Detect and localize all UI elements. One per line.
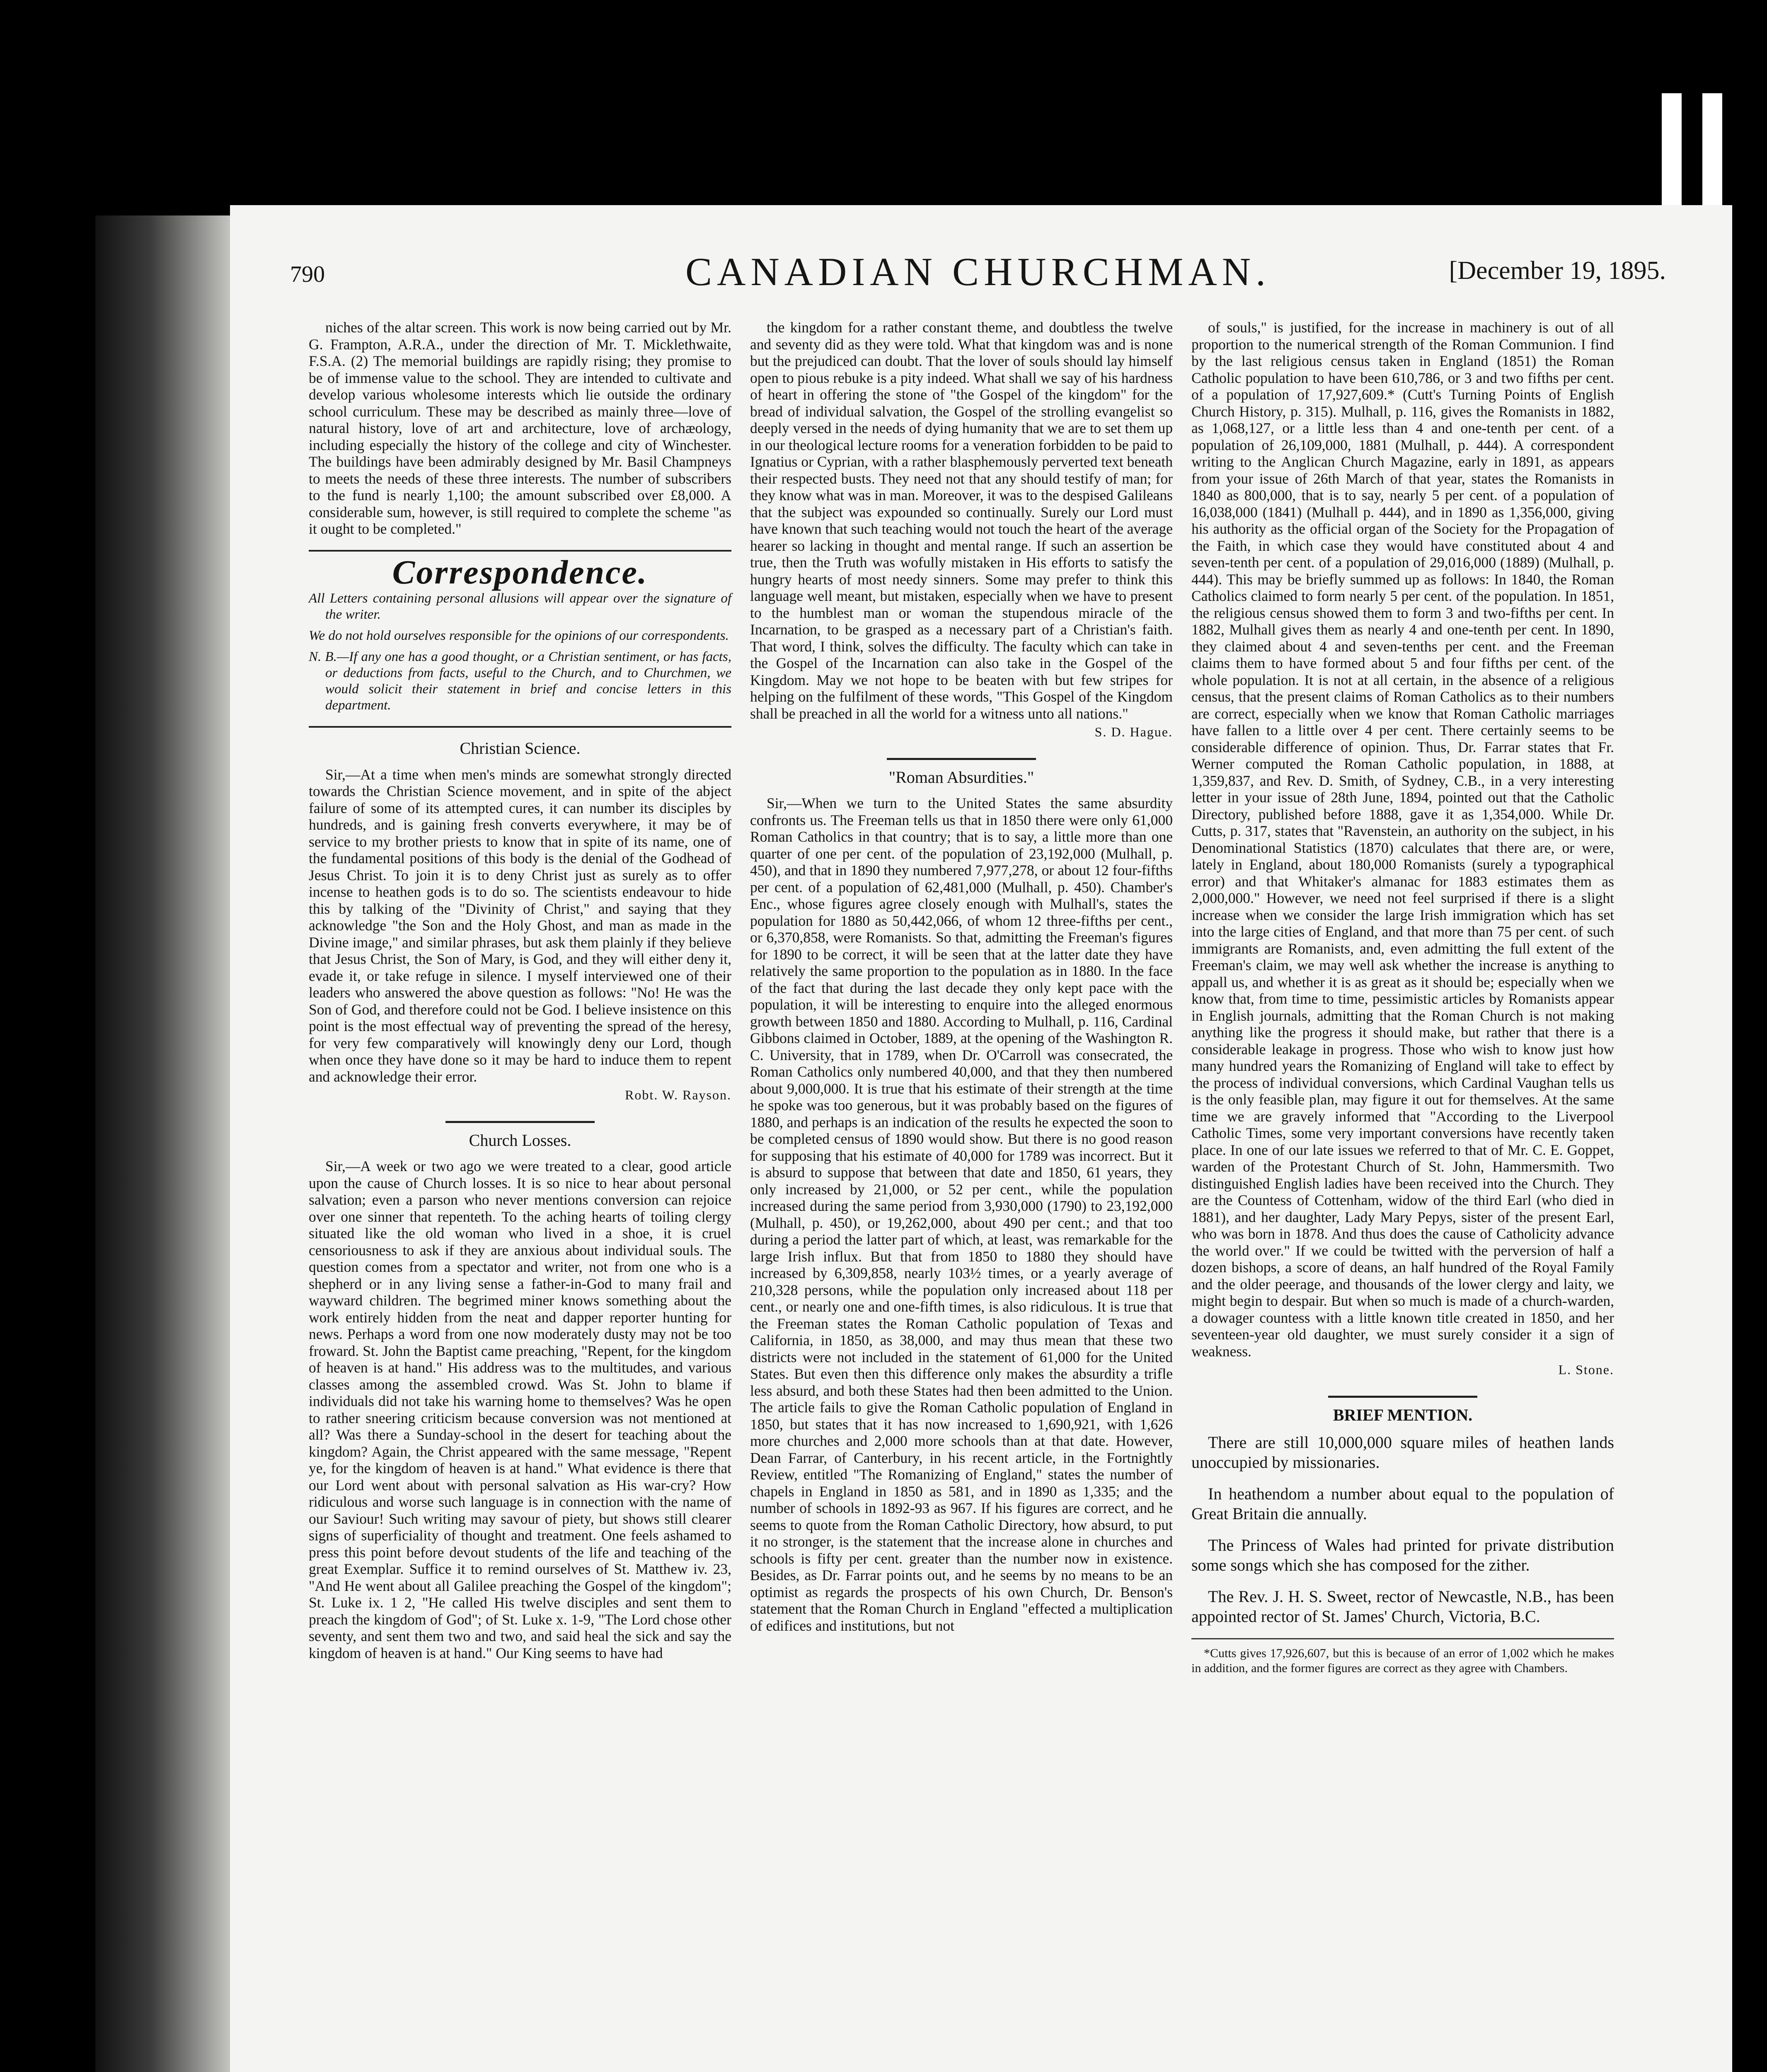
column-2 [750, 319, 1173, 1634]
winchester-article-end: niches of the altar screen. This work is now being carried out by Mr. G. Frampton, A.R.A., under the direction of Mr. T. Micklethwaite, F.S.A. (2) The memorial buildings are rapidly rising; they promise to be of immense value to the school. They are intended to cultivate and develop various wholesome interests which lie outside the ordinary school curriculum. These may be described as mainly three—love of natural history, love of art and architecture, love of archæology, including especially the history of the college and city of Winchester. The buildings have been admirably designed by Mr. Basil Champneys to meets the needs of these three interests. The number of subscribers to the fund is nearly 1,100; the amount subscribed over £8,000. A considerable sum, however, is still required to complete the scheme "as it ought to be completed." [309, 319, 731, 537]
brief-mention-heading: BRIEF MENTION. [1333, 1405, 1473, 1424]
book-gutter [95, 215, 232, 2072]
brief-item: The Princess of Wales had printed for private distribution some songs which she has composed for the zither. [1191, 1536, 1614, 1574]
roman-absurdities-continued: of souls," is justified, for the increase in machinery is out of all proportion to the numerical strength of the Roman Communion. I find by the last religious census taken in England (1851) the Roman Catholic population to have been 610,786, or 3 and two fifths per cent. of a population of 17,927,609.* (Cutt's Turning Points of English Church History, p. 315). Mulhall, p. 116, gives the Romanists in 1882, as 1,068,127, or a little less than 4 and one-tenth per cent. of a population of 26,109,000, 1881 (Mulhall, p. 444). A correspondent writing to the Anglican Church Magazine, early in 1891, as appears from your issue of 26th March of that year, states the Romanists in 1840 as 800,000, that is to say, nearly 5 per cent. of a population of 16,038,000 (1841) (Mulhall p. 444), and in 1890 as 1,356,000, giving his authority as the official organ of the Society for the Propagation of the Faith, in which case they would have constituted about 4 and seven-tenth per cent. of a population of 29,016,000 (1889) (Mulhall, p. 444). This may be briefly summed up as follows: In 1840, the Roman Catholics claimed to form nearly 5 per cent. of the population. In 1851, the religious census showed them to form 3 and two-fifths per cent. In 1882, Mulhall gives them as nearly 4 and one-tenth per cent. In 1890, they claimed about 4 and seven-tenths per cent. and the Freeman claims them to have formed about 5 and four fifths per cent. of the whole population. It is not at all certain, in the absence of a religious census, that the present claims of Roman Catholics as to their numbers are correct, especially when we know that Roman Catholic marriages have fallen to a little over 4 per cent. There certainly seems to be considerable difference of opinion. Thus, Dr. Farrar states that Fr. Werner computed the Roman Catholic population, in 1888, at 1,359,837, and Rev. D. Smith, of Sydney, C.B., in a very interesting letter in your issue of 28th June, 1894, pointed out that the Catholic Directory, published before 1888, gave it as 1,354,000. While Dr. Cutts, p. 317, states that "Ravenstein, an authority on the subject, in his Denominational Statistics (1870) calculates that there are, or were, lately in England, about 180,000 Romanists (surely a typographical error) and that Whitaker's almanac for 1883 estimates them as 2,000,000." However, we need not feel surprised if there is a slight increase when we consider the large Irish immigration which has set into the large cities of England, and that more than 75 per cent. of such immigrants are Romanists, and, even admitting the full extent of the Freeman's claim, we may well ask whether the increase is anything to appall us, and whether it is as great as it should be; especially when we know that, from time to time, pessimistic articles by Romanists appear in English journals, admitting that the Roman Church is not making anything like the progress it should make, but rather that there is a considerable leakage in progress. Those who wish to know just how many hundred years the Romanizing of England will take to effect by the process of individual conversions, which Cardinal Vaughan tells us is the only feasible plan, may figure it out for themselves. At the same time we are gravely informed that "According to the Liverpool Catholic Times, some very important conversions have recently taken place. In one of our late issues we referred to that of Mr. C. E. Goppet, warden of the Protestant Church of St. John, Hammersmith. Two distinguished English ladies have been received into the Church. They are the Countess of Cottenham, widow of the third Earl (who died in 1881), and her daughter, Lady Mary Pepys, sister of the present Earl, who was born in 1878. And thus does the cause of Catholicity advance the world over." If we could be twitted with the perversion of half a dozen bishops, a score of deans, an half hundred of the Royal Family and the older peerage, and thousands of the lower clergy and laity, we might begin to despair. But when so much is made of a church-warden, a dowager countess with a little known title created in 1850, and her seventeen-year old daughter, we must surely consider it a sign of weakness. [1191, 319, 1614, 1360]
masthead-title: CANADIAN CHURCHMAN. [685, 249, 1271, 294]
divider [309, 550, 731, 552]
notice-item: All Letters containing personal allusions will appear over the signature of the writer. [309, 591, 731, 622]
notice-item: We do not hold ourselves responsible for the opinions of our correspondents. [309, 628, 729, 643]
brief-mention-list [1191, 1433, 1614, 1627]
church-losses-letter: Sir,—A week or two ago we were treated to a clear, good article upon the cause of Church losses. It is so nice to hear about personal salvation; even a parson who never mentions conversion can rejoice over one sinner that repenteth. To the aching hearts of toiling clergy situated like the old woman who lived in a shoe, it is cruel censoriousness to ask if they are anxious about individual souls. The question comes from a spectator and writer, not from one who is a shepherd or in any living sense a father-in-God to many frail and wayward children. The begrimed miner knows something about the work entirely hidden from the neat and dapper reporter hunting for news. Perhaps a word from one now moderately dusty may not be too froward. St. John the Baptist came preaching, "Repent, for the kingdom of heaven is at hand." His address was to the multitudes, and various classes among the assembled crowd. Was St. John to blame if individuals did not take his warning home to themselves? Was he open to rather sneering criticism because conversion was not mentioned at all? Was there a Sunday-school in the desert for teaching about the kingdom? Again, the Christ appeared with the same message, "Repent ye, for the kingdom of heaven is at hand." What evidence is there that our Lord went about with personal salvation as His war-cry? How ridiculous and worse such language is in connection with the name of our Saviour! Such writing may savour of piety, but shows still clearer signs of superficiality of thought and treatment. One feels ashamed to press this point before devout students of the life and teaching of the great Exemplar. Suffice it to remind ourselves of St. Matthew iv. 23, "And He went about all Galilee preaching the Gospel of the kingdom"; St. Luke ix. 1 2, "He called His twelve disciples and sent them to preach the kingdom of God"; of St. Luke x. 1-9, "The Lord chose other seventy, and sent them two and two, and said heal the sick and say the kingdom of heaven is at hand." Our King seems to have had [309, 1158, 731, 1661]
page-number: 790 [290, 261, 325, 287]
column-3 [1191, 319, 1614, 1676]
christian-science-letter: Sir,—At a time when men's minds are somewhat strongly directed towards the Christian Science movement, and in spite of the abject failure of some of its attempted cures, it can number its disciples by hundreds, and is gaining fresh converts everywhere, it may be of service to my brother priests to know that in spite of its name, one of the fundamental positions of this body is the denial of the Godhead of Jesus Christ. To join it is to deny Christ just as surely as to offer incense to heathen gods is to do so. The scientists endeavour to hide this by talking of the "Divinity of Christ," and saying that they acknowledge "the Son and the Holy Ghost, and man as made in the Divine image," and similar phrases, but ask them plainly if they believe that Jesus Christ, the Son of Mary, is God, and they will either deny it, evade it, or take refuge in silence. I myself interviewed one of their leaders who answered the above question as follows: "No! He was the Son of God, and therefore could not be God. I believe insistence on this point is the most effectual way of preventing the spread of the heresy, for very few comparatively will knowingly deny our Lord, though when once they have done so it may be hard to induce them to repent and acknowledge their error. [309, 766, 731, 1085]
divider [445, 1121, 595, 1123]
correspondence-heading: Correspondence. [392, 553, 648, 591]
divider [887, 758, 1036, 760]
christian-science-heading: Christian Science. [460, 739, 581, 758]
brief-item: In heathendom a number about equal to the population of Great Britain die annually. [1191, 1484, 1614, 1523]
letter-signature: Robt. W. Rayson. [625, 1087, 731, 1102]
editorial-notice [309, 591, 731, 714]
roman-absurdities-letter: Sir,—When we turn to the United States the same absurdity confronts us. The Freeman tells us that in 1850 there were only 61,000 Roman Catholics in that country; that is to say, a little more than one quarter of one per cent. of the population of 23,192,000 (Mulhall, p. 450), and that in 1890 they numbered 7,977,278, or about 12 four-fifths per cent. of a population of 62,481,000 (Mulhall, p. 450). Chamber's Enc., whose figures agree closely enough with Mulhall's, states the population for 1880 as 50,442,066, of whom 12 three-fifths per cent., or 6,370,858, were Romanists. So that, admitting the Freeman's figures for 1890 to be correct, it will be seen that at the latter date they have relatively the same proportion to the population as in 1880. In the face of the fact that during the last decade they only kept pace with the population, it will be interesting to enquire into the alleged enormous growth between 1850 and 1880. According to Mulhall, p. 116, Cardinal Gibbons claimed in October, 1889, at the opening of the Washington R. C. University, that in 1789, when Dr. O'Carroll was consecrated, the Roman Catholics only numbered 40,000, and that they then numbered about 9,000,000. It is true that his estimate of their strength at the time he spoke was too generous, but it was probably based on the figures of 1880, and perhaps is an indication of the results he expected the soon to be completed census of 1890 would show. But there is no good reason for supposing that his estimate of 40,000 for 1789 was incorrect. But it is absurd to suppose that between that date and 1850, 61 years, they only increased by 21,000, or 52 per cent., while the population increased during the same period from 3,930,000 (1790) to 23,192,000 (Mulhall, p. 450), or 19,262,000, about 490 per cent.; and that too during a period the latter part of which, at least, was remarkable for the large Irish influx. But that from 1850 to 1880 they should have increased by 6,309,858, nearly 103½ times, or a yearly average of 210,328 persons, while the population only increased about 118 per cent., or nearly one and one-fifth times, is also ridiculous. It is true that the Freeman states the Roman Catholic population of Texas and California, in 1850, as 38,000, and may thus mean that these two districts were not included in the statement of 61,000 for the United States. But even then this difference only makes the absurdity a trifle less absurd, and both these States had then been admitted to the Union. The article fails to give the Roman Catholic population of England in 1850, but states that it has now increased to 1,690,921, with 1,626 more churches and 2,000 more schools than at that date. However, Dean Farrar, of Canterbury, in his recent article, in the Fortnightly Review, entitled "The Romanizing of England," states the number of chapels in England in 1850 as 581, and in 1890 as 1,335; and the number of schools in 1892-93 as 967. If his figures are correct, and he seems to quote from the Roman Catholic Directory, how absurd, to put it no stronger, is the statement that the increase alone in churches and schools is fifty per cent. greater than the number now in existence. Besides, as Dr. Farrar points out, and he seems by no means to be an optimist as regards the prospects of his own Church, Dr. Benson's statement that the Roman Church in England "effected a multiplication of edifices and institutions, but not [750, 795, 1173, 1634]
newspaper-page [230, 205, 1732, 2072]
roman-absurdities-heading: "Roman Absurdities." [888, 767, 1034, 787]
footnote [1191, 1638, 1614, 1676]
footnote-text: *Cutts gives 17,926,607, but this is because of an error of 1,002 which he makes in addition, and the former figures are correct as they agree with Chambers. [1191, 1646, 1614, 1675]
issue-date: [December 19, 1895. [1449, 257, 1666, 285]
brief-item: There are still 10,000,000 square miles of heathen lands unoccupied by missionaries. [1191, 1433, 1614, 1472]
church-losses-heading: Church Losses. [469, 1130, 571, 1150]
letter-signature: L. Stone. [1558, 1362, 1614, 1377]
divider [309, 726, 731, 728]
church-losses-continued: the kingdom for a rather constant theme, and doubtless the twelve and seventy did as they were told. What that kingdom was and is none but the prejudiced can doubt. That the lover of souls should lay himself open to pious rebuke is a pity indeed. What shall we say of his hardness of heart in offering the stone of "the Gospel of the kingdom" for the bread of individual salvation, the Gospel of the strolling evangelist so deeply versed in the needs of dying humanity that we are to set them up in our theological lecture rooms for a veneration forbidden to be paid to Ignatius or Cyprian, with a rather blasphemously perverted text beneath their respected busts. They need not that any should testify of man; for they know what was in man. Moreover, it was to the despised Galileans that the subject was expounded so continually. Surely our Lord must have known that such teaching would not touch the heart of the average hearer so lacking in thought and mental range. If such an assertion be true, then the Truth was wofully mistaken in His efforts to satisfy the hungry hearts of most needy sinners. Some may prefer to think this language well meant, but mistaken, especially when we have to present to the humblest man or woman the stupendous miracle of the Incarnation, to be grasped as a necessary part of a Christian's faith. That word, I think, solves the difficulty. The faculty which can take in the Gospel of the Incarnation can also take in the Gospel of the Kingdom. May we not hope to be beaten with but few stripes for helping on the fulfilment of these words, "This Gospel of the Kingdom shall be preached in all the world for a witness unto all nations." [750, 319, 1173, 722]
divider [1328, 1396, 1477, 1398]
notice-item: N. B.—If any one has a good thought, or a Christian sentiment, or has facts, or deductions from facts, useful to the Church, and to Churchmen, we would solicit their statement in brief and concise letters in this department. [309, 649, 731, 713]
page-header [290, 249, 1666, 294]
letter-signature: S. D. Hague. [1094, 724, 1173, 739]
brief-item: The Rev. J. H. S. Sweet, rector of Newcastle, N.B., has been appointed rector of St. James' Church, Victoria, B.C. [1191, 1587, 1614, 1626]
column-1 [309, 319, 731, 1661]
